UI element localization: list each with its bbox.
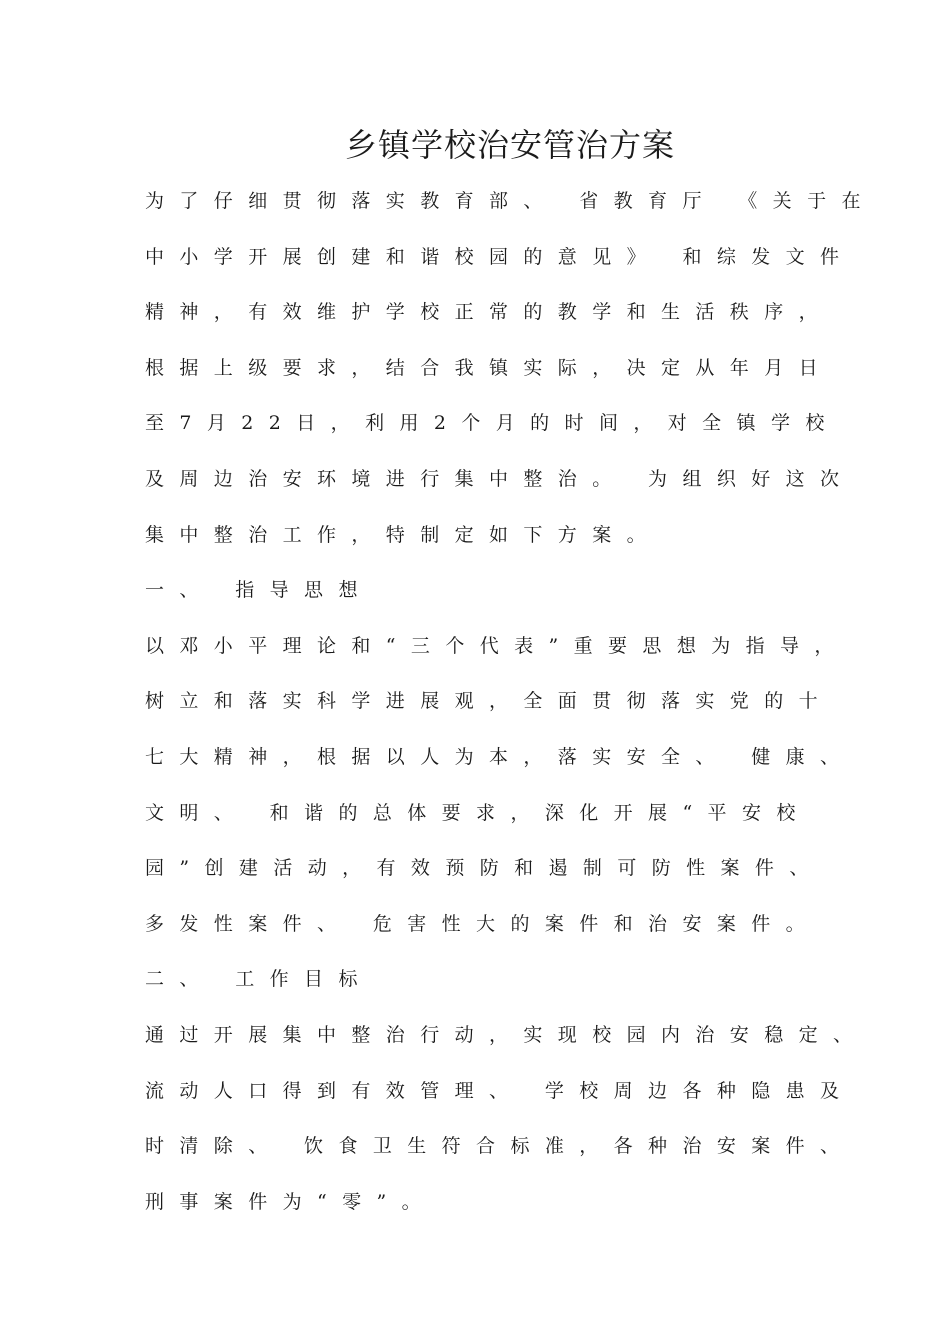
body-line: 流动人口得到有效管理、 学校周边各种隐患及 bbox=[145, 1079, 855, 1102]
body-line: 至7月22日，利用2个月的时间，对全镇学校 bbox=[145, 412, 840, 435]
document-title: 乡镇学校治安管治方案 bbox=[344, 126, 675, 164]
body-line: 刑事案件为“零”。 bbox=[145, 1190, 437, 1213]
body-line: 七大精神，根据以人为本，落实安全、 健康、 bbox=[145, 745, 855, 768]
body-line: 精神，有效维护学校正常的教学和生活秩序， bbox=[145, 301, 834, 324]
section-heading: 二、 工作目标 bbox=[145, 968, 373, 991]
body-line: 以邓小平理论和“三个代表”重要思想为指导， bbox=[145, 634, 849, 657]
body-line: 园”创建活动，有效预防和遏制可防性案件、 bbox=[145, 857, 824, 880]
body-line: 多发性案件、 危害性大的案件和治安案件。 bbox=[145, 912, 821, 935]
section-heading: 一、 指导思想 bbox=[145, 579, 373, 602]
body-line: 通过开展集中整治行动，实现校园内治安稳定、 bbox=[145, 1023, 868, 1046]
body-line: 集中整治工作，特制定如下方案。 bbox=[145, 523, 662, 546]
body-line: 时清除、 饮食卫生符合标准，各种治安案件、 bbox=[145, 1135, 855, 1158]
document-body bbox=[145, 182, 876, 1238]
body-line: 中小学开展创建和谐校园的意见》 和综发文件 bbox=[145, 245, 855, 268]
body-line: 为了仔细贯彻落实教育部、 省教育厅 《关于在 bbox=[145, 190, 876, 212]
body-line: 及周边治安环境进行集中整治。 为组织好这次 bbox=[145, 467, 855, 490]
body-line: 树立和落实科学进展观，全面贯彻落实党的十 bbox=[145, 690, 834, 713]
body-line: 文明、 和谐的总体要求，深化开展“平安校 bbox=[145, 801, 811, 824]
body-line: 根据上级要求，结合我镇实际，决定从年月日 bbox=[145, 356, 834, 379]
